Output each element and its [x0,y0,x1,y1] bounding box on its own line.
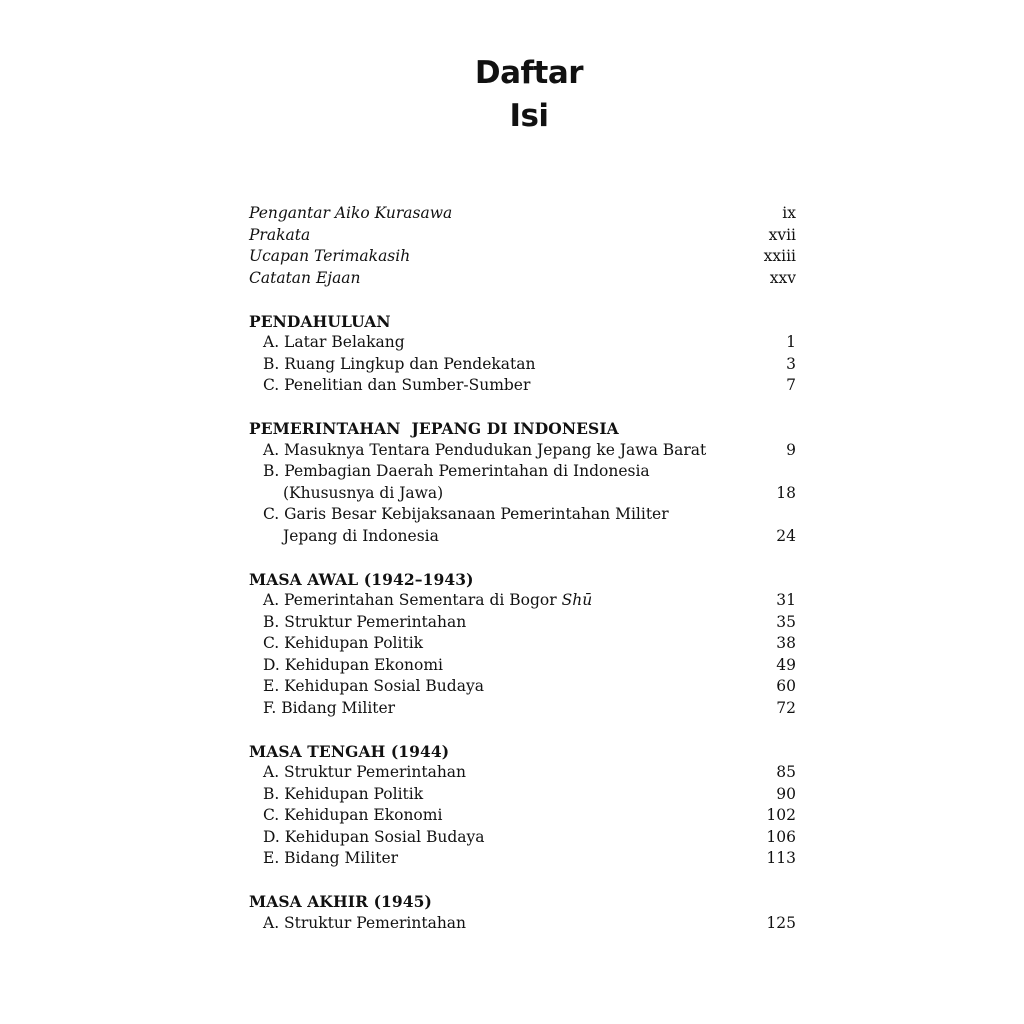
toc-entry [249,655,796,677]
toc-entry-continuation-label: (Khususnya di Jawa) [283,483,444,502]
toc-entry-label: Catatan Ejaan [249,268,361,287]
toc-section-masa-tengah [249,741,796,870]
section-heading-label: MASA AWAL (1942–1943) [249,569,474,589]
toc-entry-page: 18 [776,483,796,502]
toc-entry-label [249,590,592,612]
toc-entry-page: xxv [769,268,796,287]
section-heading [249,569,796,591]
toc-entry [249,762,796,784]
page-title-line-2: Isi [509,98,549,134]
toc-entry-label: B. Pembagian Daerah Pemerintahan di Indonesia [263,462,650,480]
toc-entry-label: F. Bidang Militer [263,698,396,717]
toc-entry-page: 85 [776,763,796,781]
toc-entry-label: A. Struktur Pemerintahan [263,763,467,781]
toc-entry-continuation [249,483,796,505]
toc-entry-page: 35 [776,612,796,631]
toc-entry-front-matter [249,268,796,290]
toc-entry-label-italic: Shū [561,591,593,609]
toc-entry-label-text: A. Pemerintahan Sementara di Bogor [263,591,562,609]
toc-entry-page: 113 [766,849,796,867]
toc-entry [249,354,796,376]
toc-entry-page: 9 [786,440,796,459]
section-spacer [249,289,796,311]
front-matter-list [249,203,796,289]
toc-entry-label: E. Bidang Militer [263,849,399,867]
toc-entry-label: B. Kehidupan Politik [263,784,424,803]
section-heading [249,891,796,913]
toc-entry-page: 125 [766,913,796,932]
toc-entry [249,332,796,354]
toc-entry-front-matter [249,225,796,247]
toc-entry [249,461,796,483]
toc-entry-label: C. Kehidupan Ekonomi [263,806,443,824]
toc-entry [249,827,796,849]
toc-entry-continuation-label: Jepang di Indonesia [283,526,439,545]
toc-entry-page: 106 [766,827,796,846]
toc-entry-label: D. Kehidupan Sosial Budaya [263,827,485,846]
section-heading-label: MASA TENGAH (1944) [249,741,450,761]
toc-entry-label: Pengantar Aiko Kurasawa [249,204,453,222]
toc-entry-label: C. Penelitian dan Sumber-Sumber [263,376,531,394]
table-of-contents [249,203,796,934]
toc-entry [249,698,796,720]
toc-entry [249,612,796,634]
toc-entry [249,784,796,806]
section-heading [249,418,796,440]
toc-entry-page: 102 [766,806,796,824]
toc-entry-page: 72 [776,698,796,717]
toc-entry [249,590,796,612]
page-title [0,52,1024,138]
toc-entry [249,504,796,526]
toc-entry-page: ix [782,204,796,222]
toc-entry-page: 90 [776,784,796,803]
section-heading-label: PENDAHULUAN [249,311,391,331]
toc-entry [249,676,796,698]
toc-entry-front-matter [249,246,796,268]
toc-section-pendahuluan [249,311,796,397]
toc-entry-page: 1 [786,333,796,351]
toc-entry [249,633,796,655]
toc-entry [249,848,796,870]
toc-entry-page: 49 [776,655,796,674]
toc-entry [249,440,796,462]
toc-entry-page: 3 [786,354,796,373]
toc-entry-label: A. Struktur Pemerintahan [263,913,467,932]
toc-entry-page: xvii [768,225,796,244]
toc-entry-label: C. Garis Besar Kebijaksanaan Pemerintahan Militer [263,505,669,523]
toc-entry-label: A. Latar Belakang [263,333,405,351]
toc-entry-page: xxiii [763,247,796,265]
toc-entry-label: B. Ruang Lingkup dan Pendekatan [263,354,536,373]
toc-entry [249,375,796,397]
section-heading [249,311,796,333]
section-spacer [249,719,796,741]
section-spacer [249,397,796,419]
toc-entry-page: 38 [776,634,796,652]
section-heading-label: PEMERINTAHAN JEPANG DI INDONESIA [249,419,619,438]
toc-entry-page: 31 [776,591,796,609]
toc-entry-label: A. Masuknya Tentara Pendudukan Jepang ke Jawa Barat [263,440,707,459]
toc-entry-page: 60 [776,677,796,695]
toc-entry-label: B. Struktur Pemerintahan [263,612,467,631]
toc-entry-front-matter [249,203,796,225]
toc-entry-label: Prakata [249,225,311,244]
toc-entry [249,913,796,935]
page-title-line-1: Daftar [474,55,584,91]
section-heading [249,741,796,763]
toc-entry-label: C. Kehidupan Politik [263,634,424,652]
toc-entry-label: Ucapan Terimakasih [249,247,411,265]
toc-entry-page: 7 [786,376,796,394]
toc-entry-label: E. Kehidupan Sosial Budaya [263,677,484,695]
toc-entry-page: 24 [776,526,796,545]
toc-section-masa-akhir [249,891,796,934]
toc-section-pemerintahan-jepang [249,418,796,547]
section-spacer [249,547,796,569]
toc-section-masa-awal [249,569,796,720]
section-heading-label: MASA AKHIR (1945) [249,892,432,911]
toc-entry-label: D. Kehidupan Ekonomi [263,655,443,674]
toc-entry [249,805,796,827]
toc-entry-continuation [249,526,796,548]
section-spacer [249,870,796,892]
